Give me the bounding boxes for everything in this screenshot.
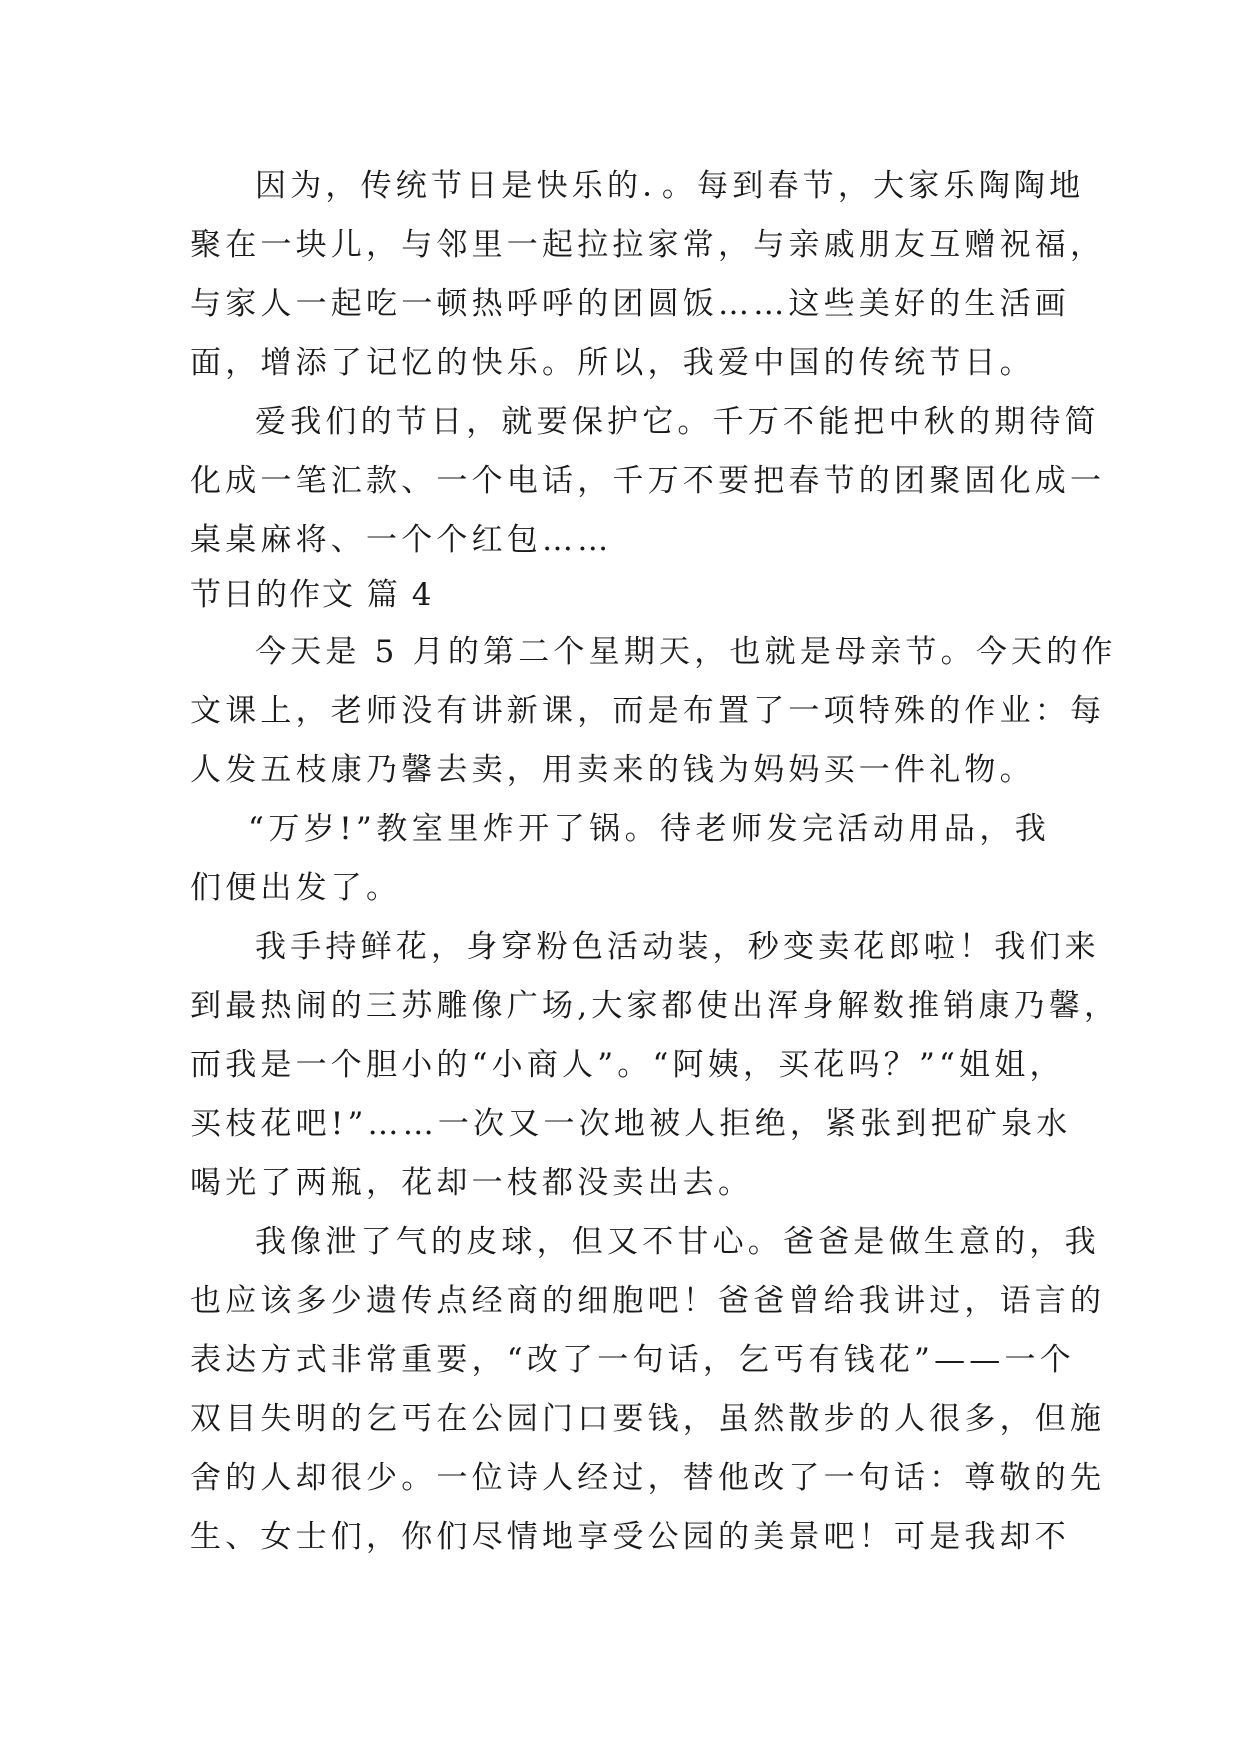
text-line: 化成一笔汇款、一个电话，千万不要把春节的团聚固化成一 bbox=[190, 463, 1106, 499]
text-line: 双目失明的乞丐在公园门口要钱，虽然散步的人很多，但施 bbox=[190, 1401, 1106, 1437]
text-line: 桌桌麻将、一个个红包…… bbox=[190, 522, 613, 558]
text-line: 因为，传统节日是快乐的．。每到春节，大家乐陶陶地 bbox=[255, 168, 1085, 204]
text-line: 到最热闹的三苏雕像广场,大家都使出浑身解数推销康乃馨， bbox=[190, 988, 1120, 1024]
text-line: 爱我们的节日，就要保护它。千万不能把中秋的期待简 bbox=[255, 404, 1100, 440]
text-line: 今天是 5 月的第二个星期天，也就是母亲节。今天的作 bbox=[255, 634, 1117, 670]
text-line: 喝光了两瓶，花却一枝都没卖出去。 bbox=[190, 1165, 754, 1201]
text-line: 文课上，老师没有讲新课，而是布置了一项特殊的作业：每 bbox=[190, 693, 1106, 729]
text-line: 我手持鲜花，身穿粉色活动装，秒变卖花郎啦！我们来 bbox=[255, 929, 1100, 965]
text-line: 聚在一块儿，与邻里一起拉拉家常，与亲戚朋友互赠祝福， bbox=[190, 227, 1106, 263]
text-line: 表达方式非常重要，“改了一句话，乞丐有钱花”——一个 bbox=[190, 1342, 1075, 1378]
text-line: 而我是一个胆小的“小商人”。“阿姨，买花吗？”“姐姐， bbox=[190, 1047, 1065, 1083]
text-line: 买枝花吧!”……一次又一次地被人拒绝，紧张到把矿泉水 bbox=[190, 1106, 1072, 1142]
section-heading: 节日的作文 篇 4 bbox=[190, 577, 434, 613]
text-line: 面，增添了记忆的快乐。所以，我爱中国的传统节日。 bbox=[190, 345, 1035, 381]
text-line: 与家人一起吃一顿热呼呼的团圆饭……这些美好的生活画 bbox=[190, 286, 1070, 322]
text-line: 生、女士们，你们尽情地享受公园的美景吧！可是我却不 bbox=[190, 1519, 1070, 1555]
text-line: 我像泄了气的皮球，但又不甘心。爸爸是做生意的，我 bbox=[255, 1224, 1100, 1260]
text-line: 舍的人却很少。一位诗人经过，替他改了一句话：尊敬的先 bbox=[190, 1460, 1106, 1496]
text-line: 人发五枝康乃馨去卖，用卖来的钱为妈妈买一件礼物。 bbox=[190, 752, 1035, 788]
text-line: 也应该多少遗传点经商的细胞吧！爸爸曾给我讲过，语言的 bbox=[190, 1283, 1106, 1319]
text-line: 们便出发了。 bbox=[190, 870, 402, 906]
text-line: “万岁!”教室里炸开了锅。待老师发完活动用品，我 bbox=[248, 811, 1050, 847]
